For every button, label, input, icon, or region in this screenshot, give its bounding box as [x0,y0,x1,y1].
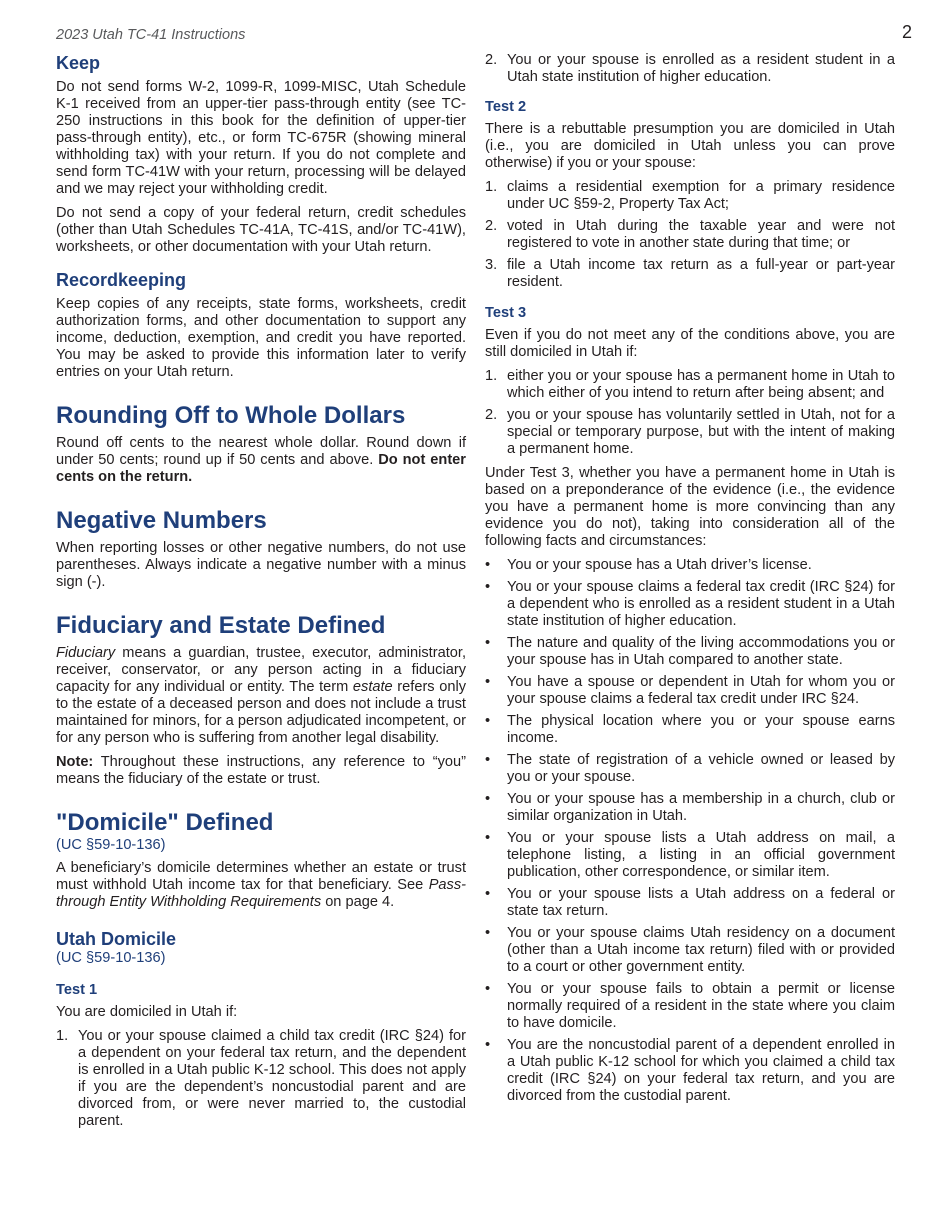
bullet-text: You or your spouse lists a Utah address on mail, a telephone listing, a listing in an official government publication, other correspondence, or similar item. [507,830,895,880]
bullet-marker: • [485,1037,491,1053]
test-1-list-continued [485,52,895,86]
list-item [485,257,895,291]
test-2-list [485,179,895,291]
test-2-section [485,98,895,291]
rounding-paragraph [56,435,466,486]
bullet-text: You have a spouse or dependent in Utah for whom you or your spouse claims a federal tax credit under IRC §24. [507,674,895,707]
note-label: Note: [56,754,94,770]
list-item [485,407,895,458]
bullet-text: You or your spouse claims Utah residency on a document (other than a Utah income tax return) filed with or provided to a court or other government entity. [507,925,895,975]
keep-paragraph-1: Do not send forms W-2, 1099-R, 1099-MISC, Utah Schedule K-1 received from an upper-tier pass-through entity (see TC-250 instructions in this book for the definition of upper-tier pass-through entity), etc., or form TC-675R (showing mineral withholding tax) with your return. If you do not complete and send form TC-41W with your return, processing will be delayed and we may reject your withholding credit. [56,79,466,197]
bullet-item [485,830,895,881]
withholding-requirements-reference: Pass-through Entity Withholding Requirements [56,877,466,910]
rounding-heading: Rounding Off to Whole Dollars [56,402,406,429]
negative-numbers-paragraph: When reporting losses or other negative numbers, do not use parentheses. Always indicate a negative number with a minus sign (-). [56,540,466,590]
bullet-item [485,674,895,708]
list-marker: 2. [485,52,498,68]
bullet-item [485,925,895,976]
fiduciary-text-b: refers only to the estate of a deceased person and does not include a trust maintained for minors, for a person adjudicated incompetent, or for any person who is suffering from another legal disability. [56,679,467,746]
bullet-item [485,713,895,747]
domicile-heading: "Domicile" Defined [56,809,274,836]
document-header-title: 2023 Utah TC-41 Instructions [56,27,246,43]
bullet-item [485,635,895,669]
list-item-text: file a Utah income tax return as a full-year or part-year resident. [507,257,895,290]
estate-term: estate [352,679,393,695]
list-item [485,368,895,402]
negative-numbers-heading: Negative Numbers [56,507,267,534]
domicile-section [56,809,466,911]
bullet-text: You or your spouse has a membership in a church, club or similar organization in Utah. [507,791,895,824]
bullet-marker: • [485,713,491,729]
test-1-heading: Test 1 [56,982,98,998]
fiduciary-term: Fiduciary [56,645,116,661]
bullet-marker: • [485,557,491,573]
left-column [56,52,466,1137]
bullet-text: The nature and quality of the living accommodations you or your spouse has in Utah compared to another state. [507,635,895,668]
bullet-item [485,791,895,825]
bullet-item [485,579,895,630]
bullet-text: You are the noncustodial parent of a dependent enrolled in a Utah public K-12 school for which you claimed a child tax credit (IRC §24) on your federal tax return, and you are divorced from the custodial parent. [507,1037,895,1104]
list-item [485,52,895,86]
keep-heading: Keep [56,53,101,73]
list-item-text: claims a residential exemption for a primary residence under UC §59-2, Property Tax Act; [507,179,895,212]
bullet-marker: • [485,752,491,768]
domicile-paragraph [56,860,466,911]
fiduciary-heading: Fiduciary and Estate Defined [56,612,386,639]
list-marker: 3. [485,257,498,273]
list-item-text: You or your spouse claimed a child tax credit (IRC §24) for a dependent on your federal tax return, and the dependent is enrolled in a Utah public K-12 school. This does not apply if you are the dependent’s noncustodial parent and are divorced from, or were never married to, the custodial parent. [78,1028,466,1129]
bullet-marker: • [485,635,491,651]
domicile-text-b: on page 4. [321,894,395,910]
utah-domicile-heading: Utah Domicile [56,929,177,949]
list-marker: 2. [485,407,498,423]
fiduciary-text-a: means a guardian, trustee, executor, administrator, receiver, conservator, or any person acting in a fiduciary capacity for any individual or entity. The term [56,645,466,695]
list-item-text: either you or your spouse has a permanent home in Utah to which either of you intend to return after being absent; and [507,368,895,401]
keep-paragraph-2: Do not send a copy of your federal return, credit schedules (other than Utah Schedules TC-41A, TC-41S, and/or TC-41W), worksheets, or other documentation with your Utah return. [56,205,466,255]
recordkeeping-heading: Recordkeeping [56,270,187,290]
utah-domicile-section [56,928,466,1130]
note-text: Throughout these instructions, any reference to “you” means the fiduciary of the estate or trust. [56,754,466,787]
bullet-text: You or your spouse claims a federal tax credit (IRC §24) for a dependent who is enrolled as a resident student in a Utah state institution of higher education. [507,579,895,629]
list-marker: 1. [485,179,498,195]
test-2-intro: There is a rebuttable presumption you are domiciled in Utah (i.e., you are domiciled in Utah unless you can prove otherwise) if you or your spouse: [485,121,895,171]
bullet-item [485,1037,895,1105]
rounding-section [56,402,466,486]
bullet-marker: • [485,830,491,846]
list-item-text: You or your spouse is enrolled as a resident student in a Utah state institution of higher education. [507,52,895,85]
list-item [56,1028,466,1130]
bullet-item [485,886,895,920]
bullet-marker: • [485,579,491,595]
bullet-text: The physical location where you or your spouse earns income. [507,713,895,746]
keep-section [56,52,466,256]
negative-numbers-section [56,507,466,591]
fiduciary-section [56,612,466,788]
bullet-text: The state of registration of a vehicle owned or leased by you or your spouse. [507,752,895,785]
bullet-marker: • [485,981,491,997]
test-3-intro: Even if you do not meet any of the conditions above, you are still domiciled in Utah if: [485,327,895,360]
list-item-text: voted in Utah during the taxable year and were not registered to vote in another state during that time; or [507,218,895,251]
domicile-code-reference: (UC §59-10-136) [56,837,166,853]
list-item [485,218,895,252]
test-1-list [56,1028,466,1130]
rounding-bold-text: Do not enter cents on the return. [56,452,466,485]
list-item [485,179,895,213]
test-1-intro: You are domiciled in Utah if: [56,1004,238,1020]
test-3-section [485,304,895,1105]
fiduciary-paragraph [56,645,466,747]
bullet-text: You or your spouse has a Utah driver’s license. [507,557,812,573]
bullet-marker: • [485,674,491,690]
test-3-evidence-paragraph: Under Test 3, whether you have a permanent home in Utah is based on a preponderance of the evidence (i.e., the evidence you have a permanent home is more convincing than any evidence you do not), taking into consideration all of the following facts and circumstances: [485,465,895,549]
test-3-list [485,368,895,458]
list-marker: 1. [485,368,498,384]
bullet-marker: • [485,925,491,941]
list-marker: 1. [56,1028,69,1044]
bullet-text: You or your spouse lists a Utah address on a federal or state tax return. [507,886,895,919]
recordkeeping-section [56,269,466,381]
fiduciary-note [56,754,466,788]
bullet-marker: • [485,886,491,902]
right-column [485,52,895,1112]
circumstances-list [485,557,895,1105]
domicile-text-a: A beneficiary’s domicile determines whether an estate or trust must withhold Utah income tax for that beneficiary. See [56,860,466,893]
bullet-item [485,981,895,1032]
recordkeeping-paragraph: Keep copies of any receipts, state forms, worksheets, credit authorization forms, and other documentation to support any income, deduction, exemption, and credit you have reported. You may be asked to provide this information later to verify entries on your Utah return. [56,296,466,380]
bullet-item [485,752,895,786]
rounding-text: Round off cents to the nearest whole dollar. Round down if under 50 cents; round up if 50 cents and above. [56,435,466,468]
test-3-heading: Test 3 [485,305,527,321]
list-item-text: you or your spouse has voluntarily settled in Utah, not for a special or temporary purpose, but with the intent of making a permanent home. [507,407,895,457]
bullet-item [485,557,895,574]
bullet-text: You or your spouse fails to obtain a permit or license normally required of a resident in the state where you claim to have domicile. [507,981,895,1031]
page-number: 2 [901,22,912,42]
list-marker: 2. [485,218,498,234]
utah-domicile-code-reference: (UC §59-10-136) [56,950,166,966]
bullet-marker: • [485,791,491,807]
test-2-heading: Test 2 [485,99,527,115]
